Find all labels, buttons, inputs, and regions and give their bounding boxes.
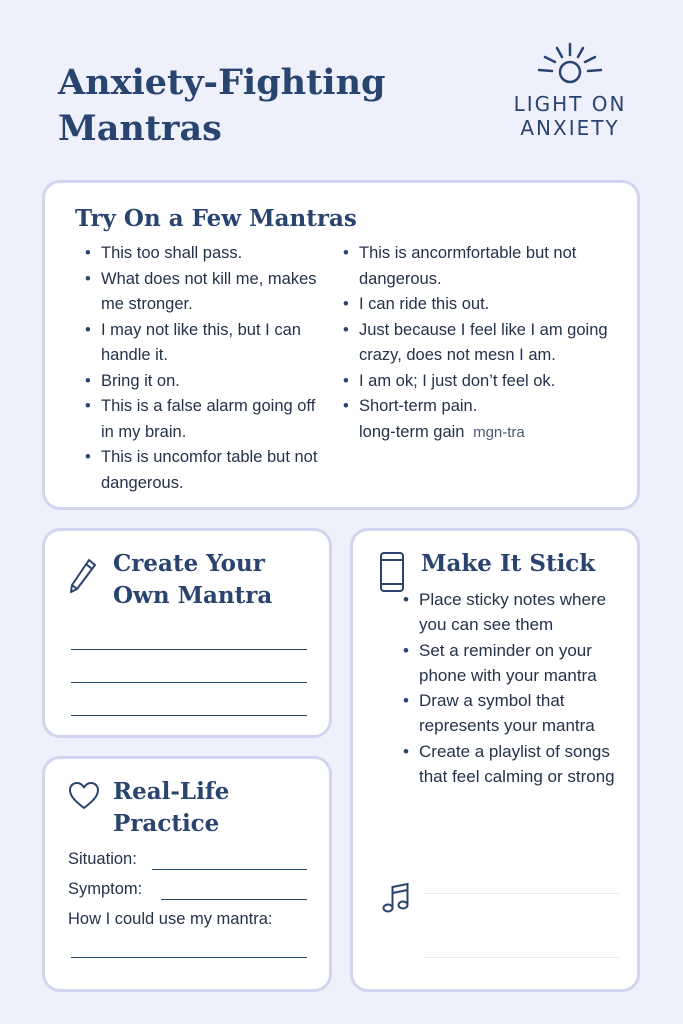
mantras-list-left (85, 241, 325, 496)
stick-card (350, 528, 640, 992)
mantra-use-label: How I could use my mantra: (68, 910, 273, 928)
create-mantra-title (113, 548, 272, 612)
mantra-item: • Bring it on. (85, 369, 325, 395)
practice-card (42, 756, 332, 992)
mantra-item-line1: Short-term pain. (359, 397, 478, 415)
mantras-list-right (343, 241, 633, 445)
practice-title (113, 776, 229, 840)
practice-title-line2: Practice (113, 810, 220, 837)
stick-title: Make It Stick (421, 550, 596, 577)
mantra-item: • I can ride this out. (343, 292, 633, 318)
write-line[interactable] (71, 715, 307, 716)
create-mantra-card (42, 528, 332, 738)
pencil-icon (67, 557, 97, 597)
create-title-line1: Create Your (113, 550, 265, 577)
mantra-item: • This is uncomfor table but not dangerous. (85, 445, 325, 496)
stick-item: • Draw a symbol that represents your mantra (403, 688, 635, 739)
music-note-icon (381, 881, 411, 915)
stick-item: • Place sticky notes where you can see them (403, 587, 635, 638)
write-line[interactable] (71, 682, 307, 683)
practice-title-line1: Real-Life (113, 778, 230, 805)
symptom-label: Symptom: (68, 880, 143, 898)
brand-logo (505, 40, 635, 140)
mantra-item: • This too shall pass. (85, 241, 325, 267)
symptom-line[interactable] (161, 899, 307, 900)
faint-line (423, 893, 619, 894)
brand-name-line1: LIGHT ON (513, 92, 627, 116)
stick-list (403, 587, 635, 789)
heart-icon (67, 781, 101, 811)
page-title-line1: Anxiety-Fighting (58, 62, 386, 103)
write-line[interactable] (71, 649, 307, 650)
mantra-item: • Just because I feel like I am going crazy, does not mesn I am. (343, 318, 633, 369)
mantras-card (42, 180, 640, 510)
brand-name (505, 92, 635, 140)
page-title (58, 60, 386, 152)
phone-icon (379, 551, 405, 593)
mantra-item: • I may not like this, but I can handle it. (85, 318, 325, 369)
mantra-item: • What does not kill me, makes me stronger. (85, 267, 325, 318)
mantra-use-line[interactable] (71, 957, 307, 958)
situation-label: Situation: (68, 850, 137, 868)
mantra-item: • This is a false alarm going off in my brain. (85, 394, 325, 445)
mantra-item-line2: long-term gain (359, 422, 465, 441)
create-title-line2: Own Mantra (113, 582, 273, 609)
brand-name-line2: ANXIETY (520, 116, 620, 140)
faint-line (423, 957, 619, 958)
mantra-item: • This is ancormfortable but not dangerous. (343, 241, 633, 292)
mantras-title: Try On a Few Mantras (75, 205, 357, 232)
stick-item: • Create a playlist of songs that feel calming or strong (403, 739, 635, 790)
page-title-line2: Mantras (58, 108, 222, 149)
mantra-item: • I am ok; I just don’t feel ok. (343, 369, 633, 395)
situation-line[interactable] (152, 869, 307, 870)
mantra-extra-text: mgn-tra (473, 423, 525, 441)
mantra-item (343, 394, 633, 445)
stick-item: • Set a reminder on your phone with your mantra (403, 638, 635, 689)
sunrise-icon (535, 40, 605, 86)
